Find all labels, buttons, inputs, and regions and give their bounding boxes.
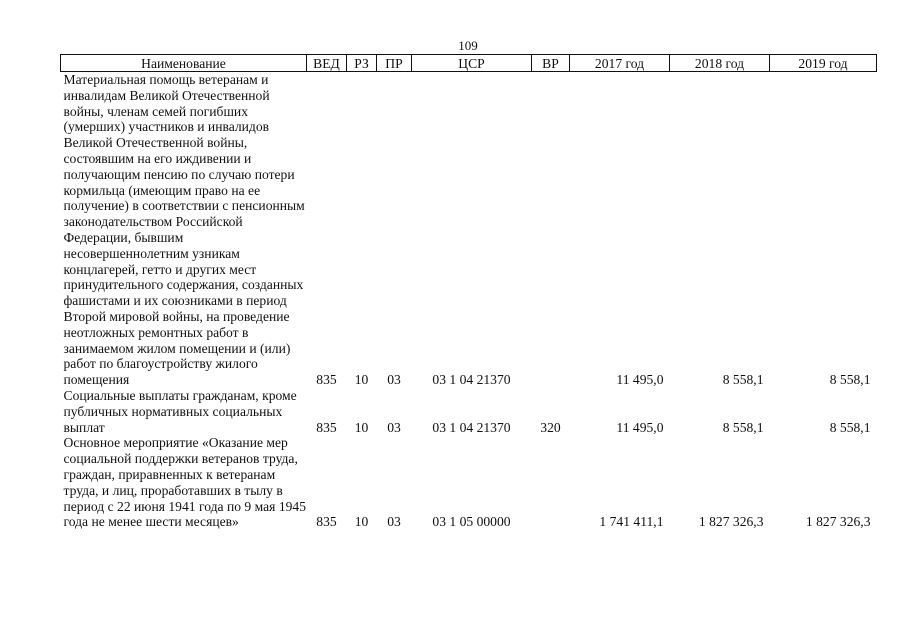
row-vr: 320 (540, 419, 561, 435)
row-ved: 835 (316, 372, 337, 388)
row-name: Социальные выплаты гражданам, кроме публичных нормативных социальных выплат (63, 387, 297, 435)
row-2017: 11 495,0 (616, 419, 664, 435)
row-2019: 8 558,1 (829, 419, 871, 435)
row-csr: 03 1 04 21370 (432, 372, 511, 388)
header-csr: ЦСР (412, 55, 532, 72)
row-ved: 835 (316, 419, 337, 435)
row-pr: 03 (387, 372, 401, 388)
row-rz: 10 (354, 372, 369, 388)
row-rz: 10 (354, 419, 369, 435)
row-vr (532, 72, 570, 388)
header-2018: 2018 год (670, 55, 770, 72)
row-ved: 835 (316, 514, 337, 530)
header-2017: 2017 год (570, 55, 670, 72)
row-pr: 03 (387, 419, 401, 435)
row-2019: 8 558,1 (829, 372, 871, 388)
row-csr: 03 1 04 21370 (432, 419, 511, 435)
row-2018: 8 558,1 (722, 372, 764, 388)
page-number: 109 (458, 38, 478, 53)
table-row (61, 388, 877, 435)
row-name: Материальная помощь ветеранам и инвалидам Великой Отечественной войны, членам семей погибших (умерших) участников и инвалидов Великой Отечественной войны, состоявшим на его иждивении и получающим пенсию по случаю потери кормильца (имеющим право на ее получение) в соответствии с пенсионным законодательством Российской Федерации, бывшим несовершеннолетним узникам концлагерей, гетто и других мест принудительного содержания, созданных фашистами и их союзниками в период Второй мировой войны, на проведение неотложных ремонтных работ в занимаемом жилом помещении и (или) работ по благоустройству жилого помещения (63, 72, 305, 388)
row-name: Основное мероприятие «Оказание мер социальной поддержки ветеранов труда, граждан, приравненных к ветеранам труда, и лиц, проработавших в тылу в период с 22 июня 1941 года по 9 мая 1945 года не менее шести месяцев» (63, 435, 307, 530)
budget-table (60, 54, 877, 530)
row-2018: 8 558,1 (722, 419, 764, 435)
row-rz: 10 (354, 514, 369, 530)
row-csr: 03 1 05 00000 (432, 514, 511, 530)
table-row (61, 435, 877, 530)
header-ved: ВЕД (307, 55, 347, 72)
row-2017: 1 741 411,1 (599, 514, 664, 530)
table-row (61, 72, 877, 388)
header-pr: ПР (377, 55, 412, 72)
row-2018: 1 827 326,3 (698, 514, 764, 530)
table-header (61, 55, 877, 72)
row-pr: 03 (387, 514, 401, 530)
header-rz: РЗ (347, 55, 377, 72)
row-vr (532, 435, 570, 530)
row-2017: 11 495,0 (616, 372, 664, 388)
row-2019: 1 827 326,3 (805, 514, 871, 530)
header-name: Наименование (61, 55, 307, 72)
header-2019: 2019 год (770, 55, 877, 72)
header-vr: ВР (532, 55, 570, 72)
